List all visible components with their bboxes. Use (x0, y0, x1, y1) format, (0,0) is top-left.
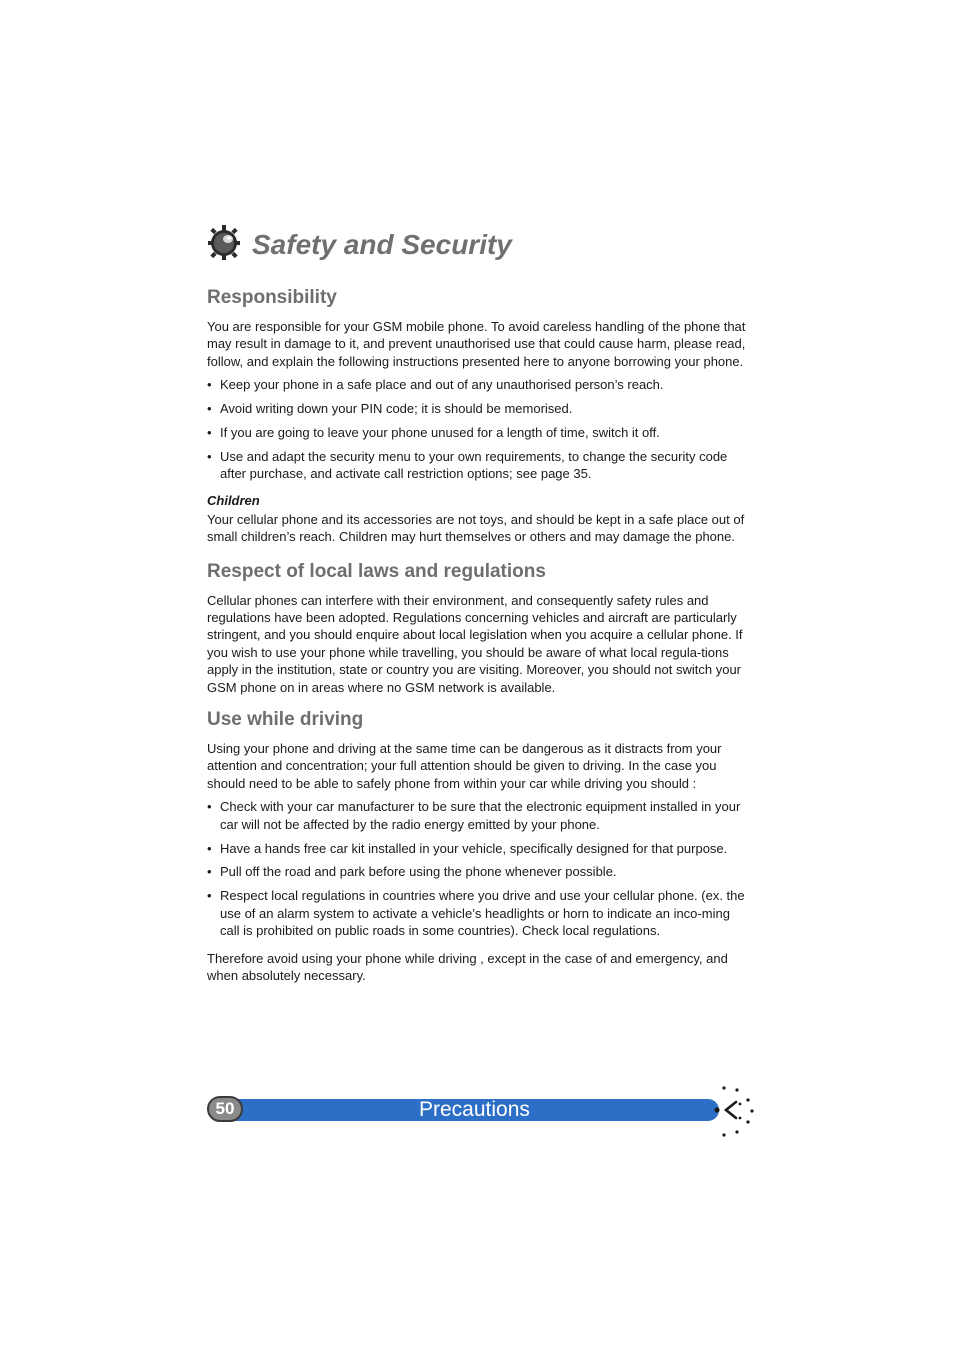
subheading-children: Children (207, 492, 260, 508)
list-item-text: Avoid writing down your PIN code; it is should be memorised. (220, 401, 573, 417)
list-item (207, 400, 747, 417)
driving-intro: Using your phone and driving at the same time can be dangerous as it distracts from your attention and concentration; your full attention should be given to driving. In the case you should need to be able to safely phone from within your car while driving you should : (207, 741, 722, 791)
page-header (207, 222, 767, 272)
bullet-icon: • (207, 401, 212, 417)
list-item-text: Pull off the road and park before using the phone whenever possible. (220, 864, 617, 880)
responsibility-list (207, 376, 747, 483)
bullet-icon: • (207, 448, 212, 464)
bullet-icon: • (207, 888, 212, 904)
list-item-text: If you are going to leave your phone unused for a length of time, switch it off. (220, 425, 660, 441)
list-item (207, 887, 747, 939)
driving-closing: Therefore avoid using your phone while driving , except in the case of and emergency, and when absolutely necessary. (207, 950, 728, 983)
responsibility-intro: You are responsible for your GSM mobile phone. To avoid careless handling of the phone that may result in damage to it, and prevent unauthorised use that could cause harm, please read, follow, and explain the following instructions presented here to anyone borrowing your phone. (207, 319, 746, 369)
list-item-text: Have a hands free car kit installed in your vehicle, specifically designed for that purpose. (220, 840, 728, 856)
list-item-text: Keep your phone in a safe place and out of any unauthorised person’s reach. (220, 377, 664, 393)
section-heading-responsibility: Responsibility (207, 287, 337, 308)
list-item (207, 424, 747, 441)
list-item (207, 448, 747, 483)
bullet-icon: • (207, 864, 212, 880)
chapter-title: Precautions (419, 1098, 530, 1121)
gear-sphere-icon (207, 224, 241, 260)
driving-list (207, 798, 747, 939)
list-item-text: Check with your car manufacturer to be sure that the electronic equipment installed in your car will not be affected by the radio energy emitted by your phone. (220, 799, 741, 832)
list-item (207, 863, 747, 880)
footer-bar (207, 1096, 719, 1125)
list-item (207, 840, 747, 857)
children-text: Your cellular phone and its accessories are not toys, and should be kept in a safe place out of small children’s reach. Children may hurt themselves or others and may damage the phone. (207, 511, 745, 545)
list-item-text: Respect local regulations in countries where you drive and use your cellular phone. (ex. the use of an alarm system to activate a vehicle’s headlights or horn to indicate an inco-ming call is prohibited on public roads in some countries). Check local regulations. (220, 888, 745, 939)
sparkle-decoration-icon (712, 1082, 756, 1140)
list-item (207, 376, 747, 393)
page-content (207, 284, 747, 984)
bullet-icon: • (207, 425, 212, 441)
bullet-icon: • (207, 799, 212, 815)
section-heading-local-laws: Respect of local laws and regulations (207, 560, 546, 582)
section-heading-driving: Use while driving (207, 709, 364, 730)
page-number-badge: 50 (207, 1096, 243, 1122)
local-laws-text: Cellular phones can interfere with their environment, and consequently safety rules and regulations have been adopted. Regulations concerning vehicles and aircraft are particularly stringent, and you should enquire about local legislation when you acquire a cellular phone. If you wish to use your phone while travelling, you should be aware of what local regula-tions apply in the institution, state or country you are visiting. Moreover, you should not switch your GSM phone on in areas where no GSM network is available. (207, 592, 743, 695)
list-item-text: Use and adapt the security menu to your own requirements, to change the security code after purchase, and activate call restriction options; see page 35. (220, 448, 728, 482)
list-item (207, 798, 747, 833)
bullet-icon: • (207, 840, 212, 856)
bullet-icon: • (207, 377, 212, 393)
page-title: Safety and Security (252, 229, 512, 260)
